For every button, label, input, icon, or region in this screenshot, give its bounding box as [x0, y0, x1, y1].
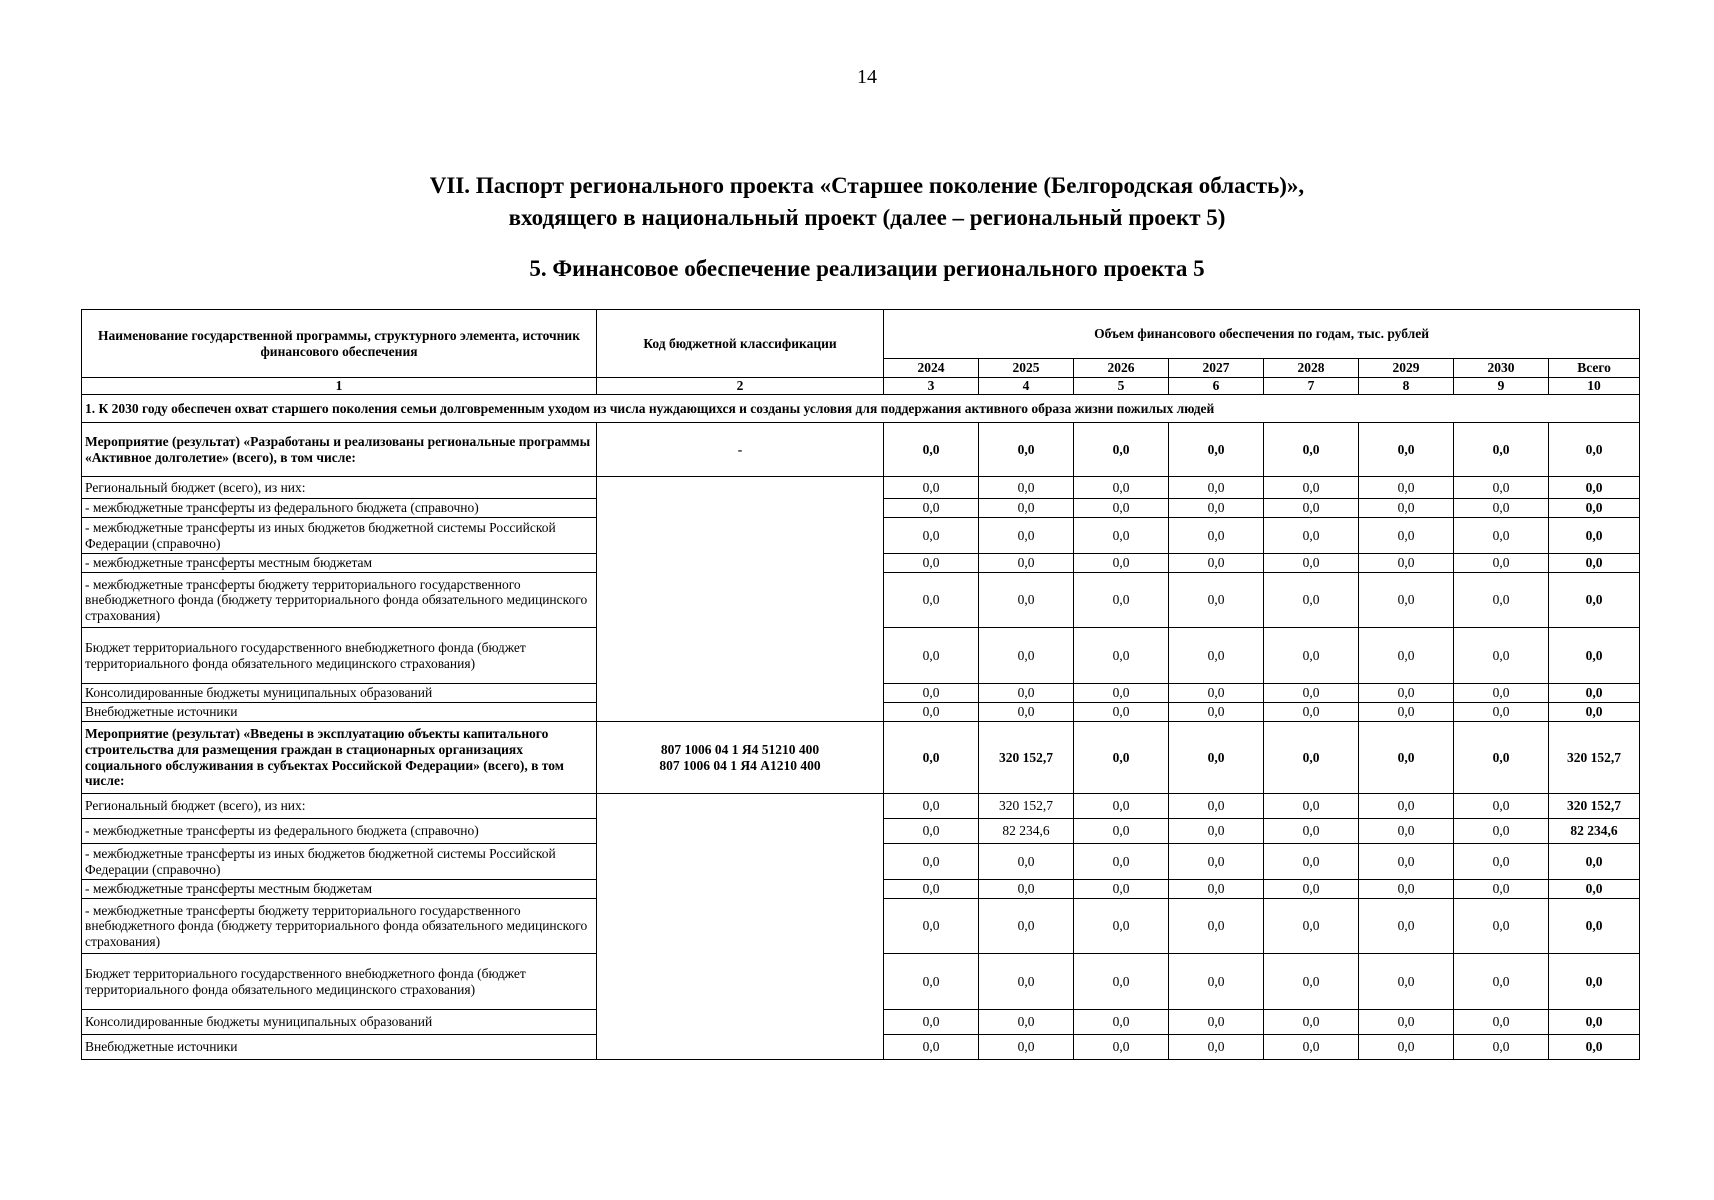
budget-code: -	[597, 423, 884, 477]
value-cell: 0,0	[1169, 518, 1264, 554]
value-cell: 0,0	[1169, 1035, 1264, 1060]
total-cell: 0,0	[1549, 1035, 1640, 1060]
result-title: Мероприятие (результат) «Разработаны и реализованы региональные программы «Активное долголетие» (всего), в том числе:	[82, 423, 597, 477]
section-title: 5. Финансовое обеспечение реализации регионального проекта 5	[529, 256, 1205, 281]
value-cell: 0,0	[1074, 518, 1169, 554]
value-cell: 0,0	[1264, 703, 1359, 722]
value-cell: 0,0	[1359, 722, 1454, 794]
source-name: - межбюджетные трансферты из иных бюджетов бюджетной системы Российской Федерации (справочно)	[82, 844, 597, 880]
value-cell: 0,0	[979, 628, 1074, 684]
value-cell: 0,0	[884, 423, 979, 477]
column-index-row	[82, 378, 1640, 395]
value-cell: 0,0	[1264, 844, 1359, 880]
value-cell: 0,0	[1264, 573, 1359, 628]
value-cell: 0,0	[1264, 1035, 1359, 1060]
value-cell: 0,0	[1264, 819, 1359, 844]
source-name: Консолидированные бюджеты муниципальных образований	[82, 1010, 597, 1035]
source-name: Бюджет территориального государственного внебюджетного фонда (бюджет территориального фонда обязательного медицинского страхования)	[82, 628, 597, 684]
source-name: - межбюджетные трансферты местным бюджетам	[82, 880, 597, 899]
value-cell: 0,0	[1074, 703, 1169, 722]
column-index: 6	[1169, 378, 1264, 395]
header-code: Код бюджетной классификации	[597, 310, 884, 378]
value-cell: 0,0	[1169, 628, 1264, 684]
value-cell: 0,0	[1264, 1010, 1359, 1035]
value-cell: 0,0	[884, 794, 979, 819]
document-title-line-1: VII. Паспорт регионального проекта «Старшее поколение (Белгородская область)»,	[429, 173, 1305, 198]
budget-code-line: 807 1006 04 1 Я4 А1210 400	[659, 757, 821, 773]
value-cell: 0,0	[1359, 684, 1454, 703]
result-row	[82, 423, 1640, 477]
value-cell: 0,0	[1169, 844, 1264, 880]
value-cell: 0,0	[1264, 794, 1359, 819]
total-header: Всего	[1549, 359, 1640, 378]
value-cell: 0,0	[1454, 1035, 1549, 1060]
total-cell: 320 152,7	[1549, 794, 1640, 819]
value-cell: 0,0	[1169, 794, 1264, 819]
value-cell: 0,0	[1454, 554, 1549, 573]
value-cell: 0,0	[979, 554, 1074, 573]
value-cell: 0,0	[1359, 477, 1454, 499]
source-name: Бюджет территориального государственного внебюджетного фонда (бюджет территориального фонда обязательного медицинского страхования)	[82, 954, 597, 1010]
year-header: 2024	[884, 359, 979, 378]
value-cell: 0,0	[1074, 954, 1169, 1010]
source-name: Внебюджетные источники	[82, 703, 597, 722]
value-cell: 0,0	[1454, 684, 1549, 703]
value-cell: 0,0	[884, 899, 979, 954]
section-goal: 1. К 2030 году обеспечен охват старшего поколения семьи долговременным уходом из числа нуждающихся и созданы условия для поддержания активного образа жизни пожилых людей	[82, 395, 1640, 423]
value-cell: 0,0	[979, 880, 1074, 899]
value-cell: 0,0	[1264, 518, 1359, 554]
value-cell: 0,0	[1359, 819, 1454, 844]
value-cell: 0,0	[1454, 477, 1549, 499]
total-cell: 0,0	[1549, 880, 1640, 899]
value-cell: 0,0	[884, 684, 979, 703]
value-cell: 0,0	[1454, 628, 1549, 684]
value-cell: 0,0	[979, 684, 1074, 703]
total-cell: 0,0	[1549, 423, 1640, 477]
value-cell: 0,0	[1359, 554, 1454, 573]
year-header: 2029	[1359, 359, 1454, 378]
value-cell: 0,0	[1454, 899, 1549, 954]
value-cell: 0,0	[1074, 794, 1169, 819]
total-cell: 320 152,7	[1549, 722, 1640, 794]
total-cell: 0,0	[1549, 573, 1640, 628]
total-cell: 0,0	[1549, 684, 1640, 703]
value-cell: 0,0	[1454, 423, 1549, 477]
year-header: 2026	[1074, 359, 1169, 378]
budget-code-empty	[597, 477, 884, 722]
value-cell: 0,0	[1264, 880, 1359, 899]
value-cell: 0,0	[1169, 684, 1264, 703]
budget-code-empty	[597, 794, 884, 1060]
value-cell: 0,0	[1264, 423, 1359, 477]
value-cell: 0,0	[884, 703, 979, 722]
year-header: 2030	[1454, 359, 1549, 378]
total-cell: 0,0	[1549, 899, 1640, 954]
column-index: 5	[1074, 378, 1169, 395]
value-cell: 0,0	[1359, 954, 1454, 1010]
value-cell: 0,0	[1454, 703, 1549, 722]
value-cell: 0,0	[1074, 684, 1169, 703]
value-cell: 0,0	[1074, 844, 1169, 880]
value-cell: 0,0	[1169, 477, 1264, 499]
source-name: Внебюджетные источники	[82, 1035, 597, 1060]
budget-code-line: 807 1006 04 1 Я4 51210 400	[660, 741, 820, 757]
value-cell: 0,0	[1074, 628, 1169, 684]
value-cell: 0,0	[1359, 703, 1454, 722]
result-title: Мероприятие (результат) «Введены в эксплуатацию объекты капитального строительства для размещения граждан в стационарных организациях социального обслуживания в субъектах Российской Федерации» (всего), в том числе:	[82, 722, 597, 794]
value-cell: 0,0	[1074, 499, 1169, 518]
value-cell: 0,0	[979, 899, 1074, 954]
value-cell: 0,0	[979, 518, 1074, 554]
budget-code	[597, 722, 884, 794]
table-row	[82, 794, 1640, 819]
value-cell: 0,0	[884, 954, 979, 1010]
value-cell: 0,0	[1454, 1010, 1549, 1035]
value-cell: 0,0	[884, 819, 979, 844]
value-cell: 0,0	[979, 703, 1074, 722]
value-cell: 0,0	[884, 1035, 979, 1060]
value-cell: 0,0	[1169, 499, 1264, 518]
table-row	[82, 477, 1640, 499]
value-cell: 0,0	[1454, 518, 1549, 554]
source-name: - межбюджетные трансферты из иных бюджетов бюджетной системы Российской Федерации (справочно)	[82, 518, 597, 554]
value-cell: 0,0	[884, 477, 979, 499]
value-cell: 0,0	[884, 499, 979, 518]
header-name: Наименование государственной программы, структурного элемента, источник финансового обеспечения	[82, 310, 597, 378]
value-cell: 0,0	[1264, 954, 1359, 1010]
value-cell: 0,0	[979, 477, 1074, 499]
value-cell: 0,0	[1359, 844, 1454, 880]
source-name: - межбюджетные трансферты бюджету территориального государственного внебюджетного фонда (бюджету территориального фонда обязательного медицинского страхования)	[82, 899, 597, 954]
value-cell: 0,0	[884, 518, 979, 554]
value-cell: 0,0	[1359, 628, 1454, 684]
value-cell: 0,0	[1454, 844, 1549, 880]
value-cell: 0,0	[1169, 423, 1264, 477]
page-number: 14	[857, 66, 877, 88]
value-cell: 0,0	[1264, 899, 1359, 954]
value-cell: 0,0	[1264, 722, 1359, 794]
value-cell: 0,0	[884, 628, 979, 684]
value-cell: 0,0	[1169, 573, 1264, 628]
year-header: 2027	[1169, 359, 1264, 378]
value-cell: 0,0	[884, 844, 979, 880]
column-index: 8	[1359, 378, 1454, 395]
value-cell: 0,0	[1074, 1035, 1169, 1060]
total-cell: 0,0	[1549, 477, 1640, 499]
financing-table	[81, 309, 1640, 1060]
result-row	[82, 722, 1640, 794]
value-cell: 0,0	[884, 554, 979, 573]
value-cell: 320 152,7	[979, 794, 1074, 819]
column-index: 4	[979, 378, 1074, 395]
document-title-line-2: входящего в национальный проект (далее – региональный проект 5)	[508, 205, 1226, 230]
column-index: 10	[1549, 378, 1640, 395]
source-name: - межбюджетные трансферты местным бюджетам	[82, 554, 597, 573]
value-cell: 0,0	[1169, 954, 1264, 1010]
value-cell: 0,0	[1074, 573, 1169, 628]
value-cell: 0,0	[1359, 1035, 1454, 1060]
value-cell: 0,0	[1264, 628, 1359, 684]
value-cell: 0,0	[1454, 499, 1549, 518]
value-cell: 0,0	[1264, 499, 1359, 518]
value-cell: 0,0	[1264, 554, 1359, 573]
header-row	[82, 310, 1640, 359]
value-cell: 0,0	[1454, 794, 1549, 819]
value-cell: 0,0	[1264, 477, 1359, 499]
value-cell: 0,0	[1074, 423, 1169, 477]
value-cell: 0,0	[1074, 1010, 1169, 1035]
value-cell: 0,0	[979, 499, 1074, 518]
value-cell: 0,0	[1074, 819, 1169, 844]
source-name: - межбюджетные трансферты из федерального бюджета (справочно)	[82, 499, 597, 518]
value-cell: 0,0	[1264, 684, 1359, 703]
column-index: 2	[597, 378, 884, 395]
total-cell: 0,0	[1549, 703, 1640, 722]
value-cell: 0,0	[1454, 954, 1549, 1010]
value-cell: 0,0	[1169, 899, 1264, 954]
value-cell: 0,0	[1169, 819, 1264, 844]
value-cell: 0,0	[884, 722, 979, 794]
column-index: 7	[1264, 378, 1359, 395]
value-cell: 0,0	[1359, 573, 1454, 628]
value-cell: 0,0	[1074, 722, 1169, 794]
value-cell: 0,0	[1359, 880, 1454, 899]
year-header: 2028	[1264, 359, 1359, 378]
value-cell: 0,0	[1074, 477, 1169, 499]
value-cell: 0,0	[884, 880, 979, 899]
value-cell: 0,0	[1454, 880, 1549, 899]
value-cell: 0,0	[884, 1010, 979, 1035]
value-cell: 0,0	[1074, 554, 1169, 573]
value-cell: 0,0	[1359, 518, 1454, 554]
value-cell: 0,0	[1074, 880, 1169, 899]
value-cell: 0,0	[979, 954, 1074, 1010]
value-cell: 0,0	[979, 1010, 1074, 1035]
year-header: 2025	[979, 359, 1074, 378]
value-cell: 0,0	[1359, 1010, 1454, 1035]
value-cell: 0,0	[1454, 573, 1549, 628]
total-cell: 0,0	[1549, 954, 1640, 1010]
value-cell: 0,0	[1359, 499, 1454, 518]
header-volume: Объем финансового обеспечения по годам, тыс. рублей	[884, 310, 1640, 359]
value-cell: 0,0	[979, 1035, 1074, 1060]
value-cell: 0,0	[1169, 722, 1264, 794]
source-name: Консолидированные бюджеты муниципальных образований	[82, 684, 597, 703]
value-cell: 0,0	[1454, 819, 1549, 844]
source-name: - межбюджетные трансферты бюджету территориального государственного внебюджетного фонда (бюджету территориального фонда обязательного медицинского страхования)	[82, 573, 597, 628]
total-cell: 0,0	[1549, 628, 1640, 684]
total-cell: 0,0	[1549, 518, 1640, 554]
value-cell: 0,0	[1074, 899, 1169, 954]
value-cell: 82 234,6	[979, 819, 1074, 844]
value-cell: 0,0	[1359, 423, 1454, 477]
value-cell: 0,0	[1169, 1010, 1264, 1035]
value-cell: 0,0	[979, 573, 1074, 628]
total-cell: 0,0	[1549, 499, 1640, 518]
total-cell: 0,0	[1549, 1010, 1640, 1035]
value-cell: 0,0	[884, 573, 979, 628]
value-cell: 0,0	[979, 844, 1074, 880]
value-cell: 320 152,7	[979, 722, 1074, 794]
total-cell: 82 234,6	[1549, 819, 1640, 844]
value-cell: 0,0	[1359, 899, 1454, 954]
value-cell: 0,0	[1169, 703, 1264, 722]
source-name: Региональный бюджет (всего), из них:	[82, 477, 597, 499]
column-index: 1	[82, 378, 597, 395]
column-index: 9	[1454, 378, 1549, 395]
value-cell: 0,0	[1454, 722, 1549, 794]
source-name: Региональный бюджет (всего), из них:	[82, 794, 597, 819]
value-cell: 0,0	[1359, 794, 1454, 819]
source-name: - межбюджетные трансферты из федерального бюджета (справочно)	[82, 819, 597, 844]
value-cell: 0,0	[979, 423, 1074, 477]
column-index: 3	[884, 378, 979, 395]
section-row	[82, 395, 1640, 423]
total-cell: 0,0	[1549, 844, 1640, 880]
total-cell: 0,0	[1549, 554, 1640, 573]
value-cell: 0,0	[1169, 880, 1264, 899]
value-cell: 0,0	[1169, 554, 1264, 573]
